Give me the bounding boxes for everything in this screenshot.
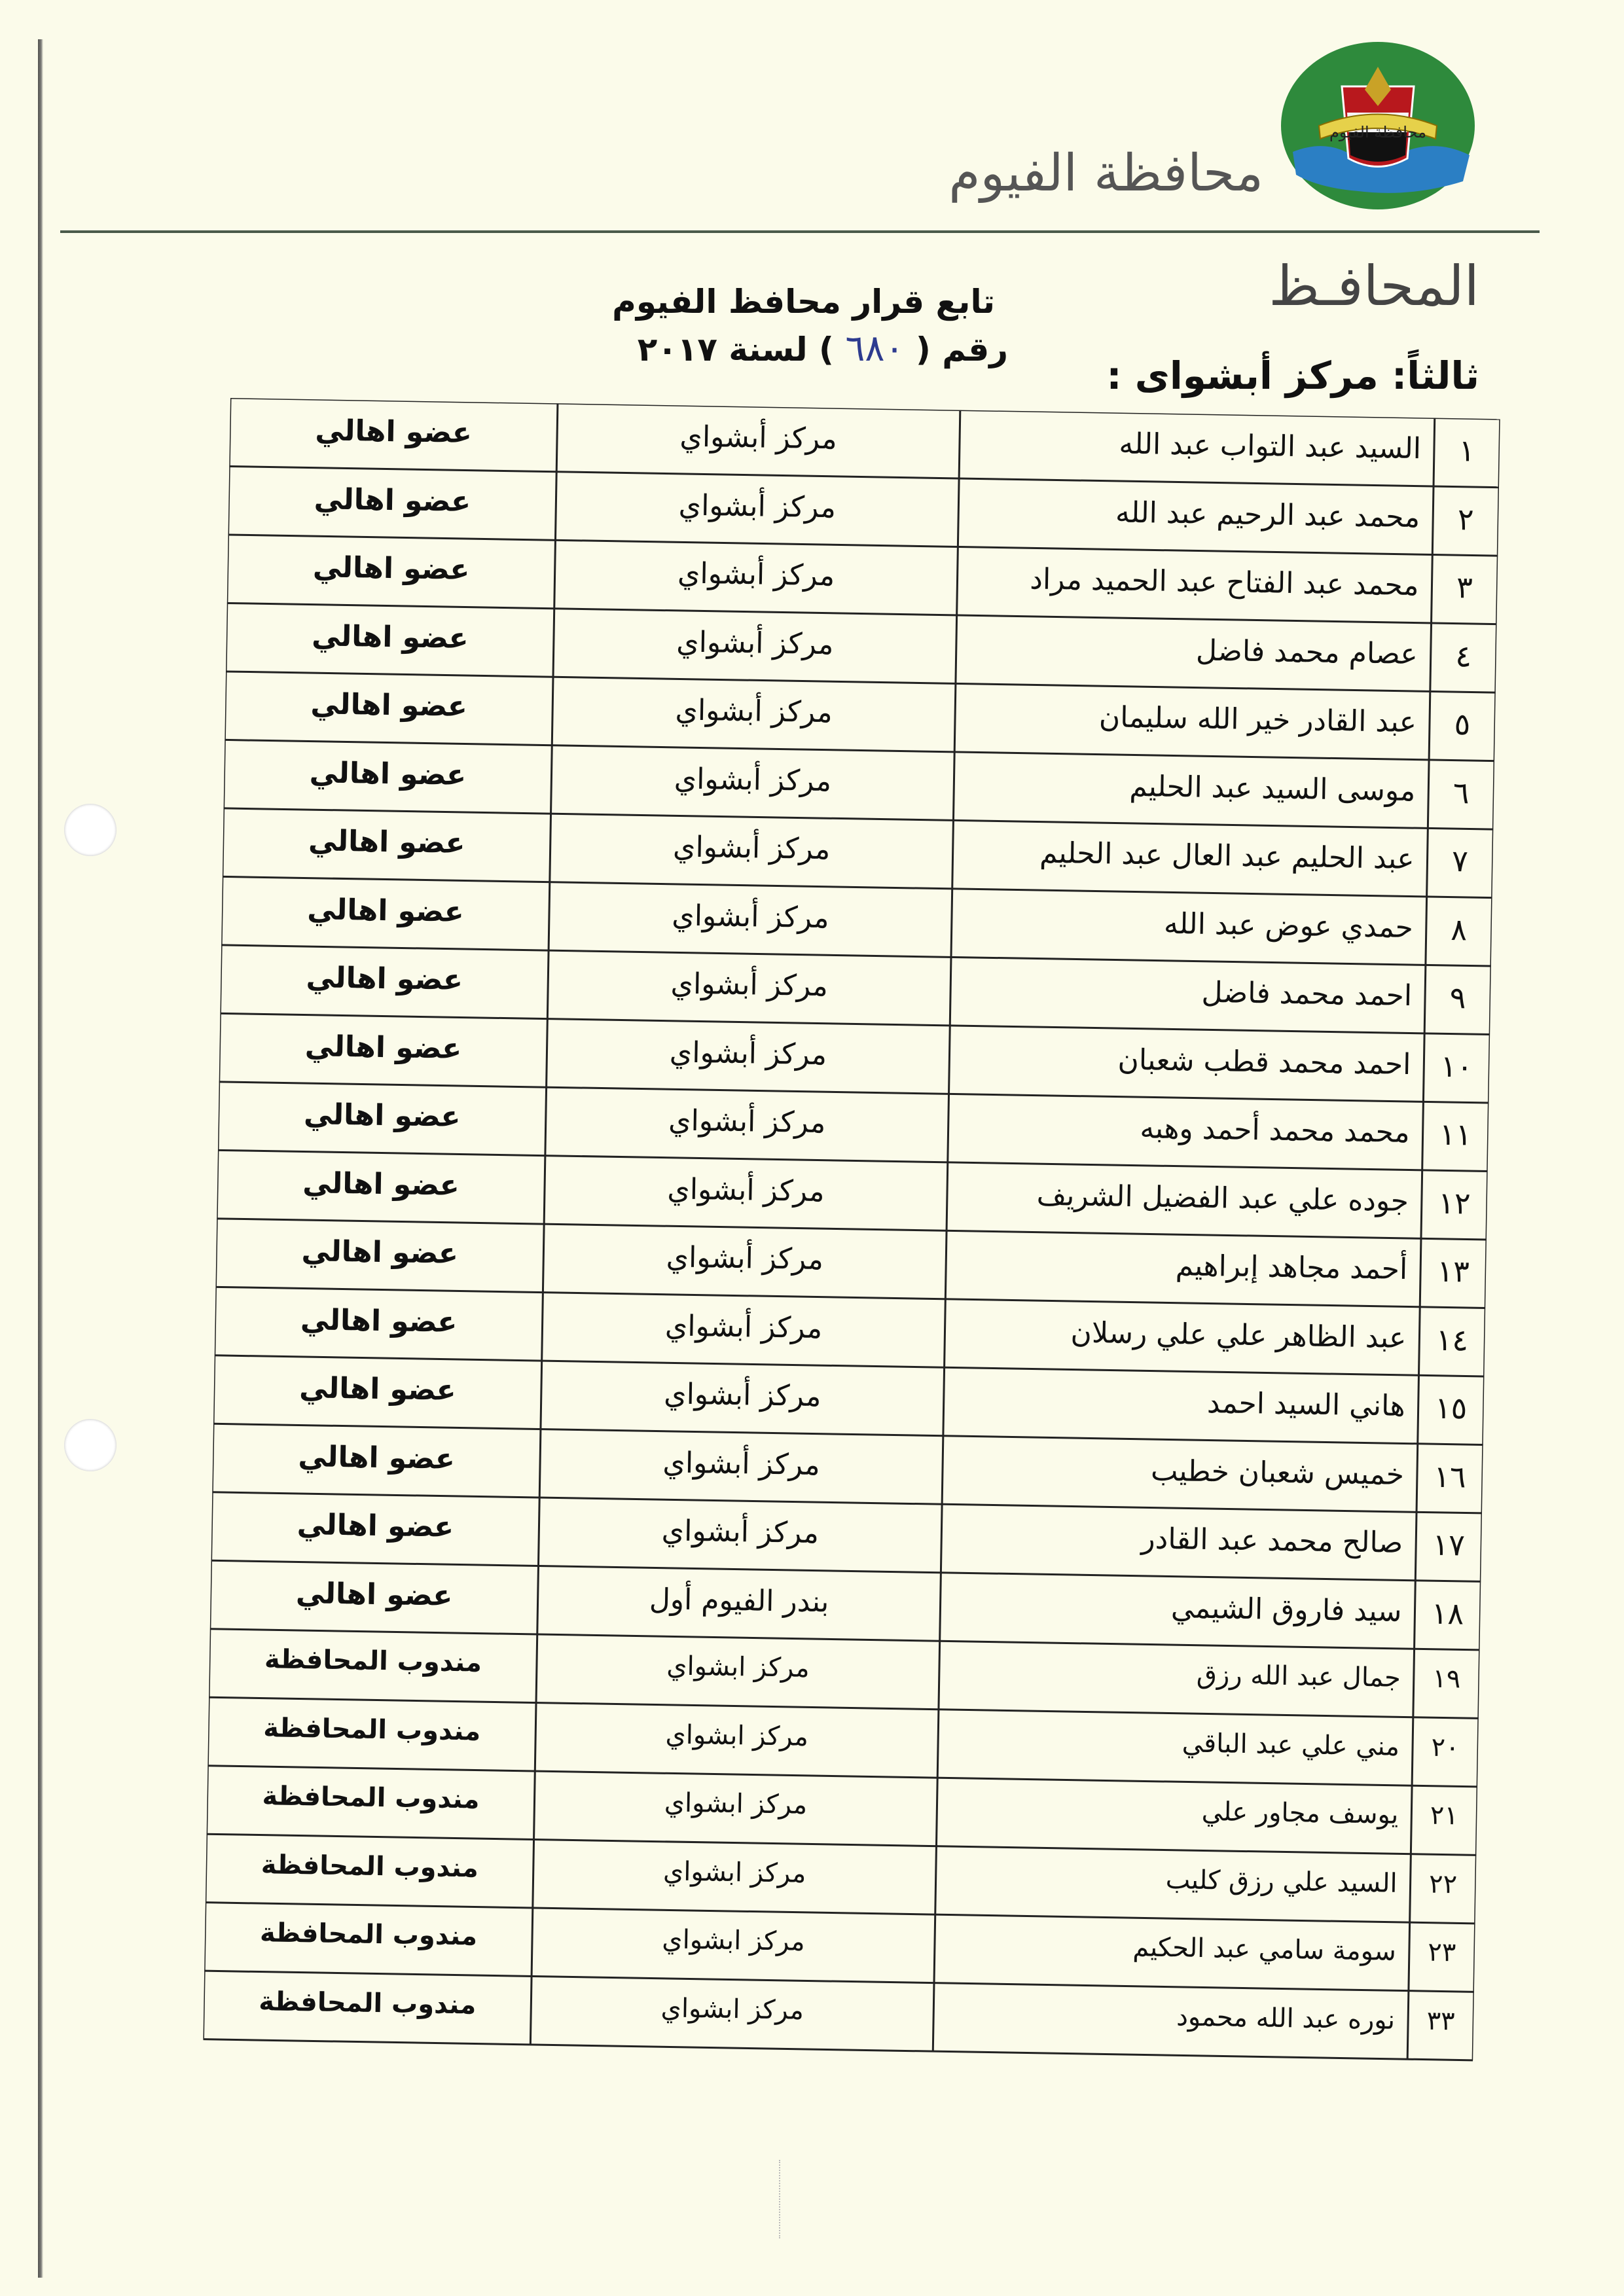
member-area: مركز أبشواي bbox=[668, 1103, 826, 1140]
member-area: مركز ابشواي bbox=[662, 1856, 806, 1889]
row-index: ١١ bbox=[1439, 1116, 1472, 1153]
member-role: عضو اهالي bbox=[306, 892, 465, 929]
member-name: احمد محمد فاضل bbox=[1201, 975, 1413, 1013]
member-name: صالح محمد عبد القادر bbox=[1141, 1522, 1403, 1560]
row-index: ٢ bbox=[1457, 501, 1475, 537]
member-name: نوره عبد الله محمود bbox=[1176, 2001, 1396, 2036]
member-area: مركز أبشواي bbox=[675, 693, 833, 730]
member-area: مركز أبشواي bbox=[662, 1445, 821, 1482]
row-divider bbox=[203, 2039, 1473, 2060]
row-index: ١٧ bbox=[1432, 1526, 1466, 1563]
member-area: مركز ابشواي bbox=[661, 1924, 806, 1957]
member-role: عضو اهالي bbox=[308, 824, 465, 861]
member-name: محمد عبد الرحيم عبد الله bbox=[1115, 495, 1420, 534]
member-name: محمد عبد الفتاح عبد الحميد مراد bbox=[1029, 562, 1419, 603]
row-index: ١٨ bbox=[1431, 1595, 1464, 1631]
member-area: مركز أبشواي bbox=[678, 488, 837, 524]
member-name: عبد الحليم عبد العال عبد الحليم bbox=[1039, 836, 1415, 876]
row-index: ٦ bbox=[1453, 774, 1470, 810]
member-area: مركز أبشواي bbox=[663, 1377, 821, 1414]
row-index: ٨ bbox=[1450, 911, 1468, 947]
member-area: مركز أبشواي bbox=[661, 1514, 820, 1551]
member-area: مركز أبشواي bbox=[679, 420, 838, 456]
punch-hole-upper bbox=[64, 804, 117, 856]
decree-line: تابع قرار محافظ الفيوم bbox=[612, 283, 995, 321]
member-area: مركز ابشواي bbox=[664, 1787, 808, 1820]
member-name: السيد علي رزق كليب bbox=[1165, 1864, 1398, 1899]
header-rule bbox=[60, 230, 1540, 233]
member-area: مركز أبشواي bbox=[667, 1172, 825, 1208]
member-role: عضو اهالي bbox=[309, 755, 467, 792]
member-role: عضو اهالي bbox=[300, 1302, 458, 1339]
member-role: مندوب المحافظة bbox=[259, 1986, 477, 2020]
member-role: عضو اهالي bbox=[310, 687, 468, 724]
member-name: جوده علي عبد الفضيل الشريف bbox=[1036, 1178, 1409, 1218]
member-name: يوسف مجاور علي bbox=[1201, 1796, 1399, 1830]
governorate-name: محافظة الفيوم bbox=[948, 144, 1263, 203]
decree-number-line bbox=[589, 327, 1008, 370]
member-role: عضو اهالي bbox=[295, 1576, 453, 1613]
member-role: عضو اهالي bbox=[314, 482, 471, 518]
member-role: عضو اهالي bbox=[312, 550, 470, 587]
member-role: عضو اهالي bbox=[311, 619, 469, 655]
member-role: عضو اهالي bbox=[297, 1507, 454, 1544]
member-role: مندوب المحافظة bbox=[262, 1712, 481, 1747]
member-name: مني علي عبد الباقي bbox=[1182, 1727, 1400, 1762]
member-area: بندر الفيوم أول bbox=[649, 1582, 829, 1619]
row-index: ٧ bbox=[1451, 843, 1469, 879]
row-index: ١٥ bbox=[1434, 1390, 1468, 1426]
member-name: سومة سامي عبد الحكيم bbox=[1132, 1932, 1397, 1967]
governor-title: المحافـظ bbox=[1269, 254, 1479, 318]
member-role: عضو اهالي bbox=[315, 414, 473, 450]
row-index: ١٦ bbox=[1433, 1458, 1467, 1495]
member-area: مركز أبشواي bbox=[677, 556, 835, 593]
scan-left-edge bbox=[38, 39, 43, 2278]
member-area: مركز أبشواي bbox=[672, 830, 831, 867]
row-index: ١٤ bbox=[1435, 1321, 1469, 1358]
member-name: أحمد مجاهد إبراهيم bbox=[1175, 1249, 1408, 1286]
row-index: ١ bbox=[1458, 433, 1475, 469]
row-index: ١٣ bbox=[1436, 1253, 1470, 1289]
member-name: محمد محمد أحمد وهبه bbox=[1140, 1111, 1411, 1150]
scan-artifact bbox=[779, 2160, 806, 2238]
member-area: مركز أبشواي bbox=[676, 624, 834, 661]
decree-number-suffix: ) لسنة bbox=[729, 331, 834, 368]
member-area: مركز ابشواي bbox=[666, 1651, 810, 1683]
member-name: احمد محمد قطب شعبان bbox=[1117, 1043, 1411, 1081]
member-area: مركز ابشواي bbox=[660, 1992, 804, 2026]
row-index: ٢٢ bbox=[1428, 1869, 1458, 1899]
members-table bbox=[203, 398, 1500, 2068]
row-index: ١٢ bbox=[1437, 1185, 1471, 1221]
row-index: ٥ bbox=[1454, 706, 1471, 742]
member-role: مندوب المحافظة bbox=[261, 1849, 479, 1884]
member-name: جمال عبد الله رزق bbox=[1196, 1659, 1401, 1693]
row-index: ١٠ bbox=[1440, 1048, 1473, 1085]
member-role: عضو اهالي bbox=[304, 1029, 462, 1066]
row-index: ٩ bbox=[1449, 980, 1466, 1016]
member-name: عبد الظاهر علي علي رسلان bbox=[1070, 1315, 1407, 1355]
member-role: عضو اهالي bbox=[298, 1371, 457, 1407]
decree-number: ٦٨٠ bbox=[845, 327, 905, 370]
member-name: عصام محمد فاضل bbox=[1195, 634, 1418, 671]
member-area: مركز أبشواي bbox=[664, 1308, 823, 1345]
governorate-logo bbox=[1280, 41, 1476, 217]
member-area: مركز أبشواي bbox=[669, 1035, 827, 1071]
row-index: ٤ bbox=[1454, 637, 1472, 673]
member-name: سيد فاروق الشيمي bbox=[1170, 1590, 1402, 1628]
member-role: مندوب المحافظة bbox=[259, 1918, 478, 1952]
member-area: مركز ابشواي bbox=[665, 1719, 809, 1752]
member-role: مندوب المحافظة bbox=[262, 1781, 480, 1815]
member-area: مركز أبشواي bbox=[674, 761, 832, 798]
svg-text:محافظة الفيوم: محافظة الفيوم bbox=[1329, 123, 1426, 141]
row-index: ٣٣ bbox=[1426, 2005, 1456, 2036]
decree-number-prefix: رقم ( bbox=[916, 331, 1008, 368]
member-name: موسى السيد عبد الحليم bbox=[1129, 769, 1416, 808]
member-name: حمدي عوض عبد الله bbox=[1163, 906, 1414, 944]
member-name: عبد القادر خير الله سليمان bbox=[1098, 700, 1417, 740]
member-area: مركز أبشواي bbox=[671, 898, 829, 935]
member-role: عضو اهالي bbox=[303, 1098, 461, 1134]
member-role: عضو اهالي bbox=[301, 1234, 459, 1270]
decree-year: ٢٠١٧ bbox=[637, 331, 717, 368]
member-area: مركز أبشواي bbox=[670, 967, 829, 1003]
row-index: ١٩ bbox=[1432, 1663, 1461, 1695]
row-index: ٣ bbox=[1456, 569, 1473, 605]
member-role: مندوب المحافظة bbox=[264, 1644, 482, 1678]
member-name: هاني السيد احمد bbox=[1206, 1386, 1406, 1423]
punch-hole-lower bbox=[64, 1419, 117, 1471]
member-area: مركز أبشواي bbox=[666, 1240, 824, 1277]
row-index: ٢٣ bbox=[1428, 1937, 1456, 1968]
member-role: عضو اهالي bbox=[306, 961, 463, 997]
section-title: ثالثاً: مركز أبشواى : bbox=[1106, 353, 1479, 398]
row-index: ٢١ bbox=[1430, 1800, 1459, 1831]
row-index: ٢٠ bbox=[1431, 1732, 1460, 1763]
member-role: عضو اهالي bbox=[302, 1166, 460, 1202]
member-role: عضو اهالي bbox=[298, 1439, 456, 1476]
member-name: السيد عبد التواب عبد الله bbox=[1119, 427, 1422, 466]
member-name: خميس شعبان خطيب bbox=[1150, 1454, 1405, 1492]
